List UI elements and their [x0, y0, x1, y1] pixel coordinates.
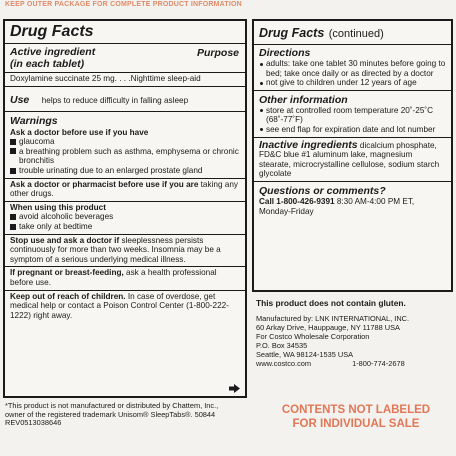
active-ingredient-row: Doxylamine succinate 25 mg. . . .Nighttime sleep-aid	[10, 74, 201, 83]
when-using-heading: When using this product	[10, 202, 106, 212]
trademark-footnote: *This product is not manufactured or distributed by Chattem, Inc., owner of the registered trademark Unisom® SleepTabs®. 50844 REV0513038646	[5, 401, 219, 428]
use-text: helps to reduce difficulty in falling asleep	[41, 95, 189, 105]
questions-header: Questions or comments?	[259, 184, 386, 197]
continued-label: (continued)	[328, 28, 384, 40]
other-info-item: store at controlled room temperature 20˚-25˚C (68˚-77˚F)	[259, 106, 446, 125]
warnings-header: Warnings	[10, 114, 58, 127]
drug-facts-continued-title: Drug Facts	[259, 26, 325, 40]
other-info-item: see end flap for expiration date and lot number	[259, 125, 446, 135]
purpose-header: Purpose	[196, 47, 239, 59]
stop-use-text: sleeplessness persists continuously for more than two weeks. Insomnia may be a symptom of a serious underlying medical illness.	[10, 235, 221, 264]
bullet-dot-icon	[260, 109, 263, 112]
inactive-ingredients-text: dicalcium phosphate, FD&C blue #1 aluminum lake, magnesium stearate, microcrystalline cellulose, sodium starch glycolate	[259, 140, 440, 179]
not-labeled-notice: CONTENTS NOT LABELED FOR INDIVIDUAL SALE	[281, 404, 431, 430]
stop-use-heading: Stop use and ask a doctor if	[10, 235, 120, 245]
keep-out-text: In case of overdose, get medical help or contact a Poison Control Center (1-800-222-1222) right away.	[10, 291, 229, 320]
drug-facts-title: Drug Facts	[10, 23, 94, 40]
bullet-square-icon	[10, 224, 16, 230]
call-number: Call 1-800-426-9391	[259, 196, 335, 206]
bullet-dot-icon	[260, 82, 263, 85]
bullet-square-icon	[10, 168, 16, 174]
when-using-item: avoid alcoholic beverages	[10, 212, 240, 222]
ask-pharmacist-text: taking any other drugs.	[10, 179, 238, 199]
keep-out-heading: Keep out of reach of children.	[10, 291, 126, 301]
bullet-square-icon	[10, 214, 16, 220]
pregnancy-text: ask a health professional before use.	[10, 268, 217, 287]
bullet-dot-icon	[260, 128, 263, 131]
package-banner: KEEP OUTER PACKAGE FOR COMPLETE PRODUCT INFORMATION	[5, 1, 242, 8]
other-information-header: Other information	[259, 93, 348, 106]
pregnancy-heading: If pregnant or breast-feeding,	[10, 268, 124, 278]
manufacturer-info	[256, 314, 456, 368]
when-using-item: take only at bedtime	[10, 222, 240, 232]
condition-item: a breathing problem such as asthma, emphysema or chronic bronchitis	[10, 147, 240, 166]
continue-arrow-icon	[229, 384, 240, 393]
bullet-square-icon	[10, 148, 16, 154]
manufacturer-line: Seattle, WA 98124-1535 USA	[256, 350, 354, 359]
manufacturer-line: P.O. Box 34535	[256, 341, 308, 350]
manufacturer-line: Manufactured by: LNK INTERNATIONAL, INC.	[256, 314, 410, 323]
condition-item: trouble urinating due to an enlarged prostate gland	[10, 166, 240, 176]
manufacturer-line: www.costco.com 1-800-774-2678	[256, 359, 405, 368]
ask-pharmacist-heading: Ask a doctor or pharmacist before use if you are	[10, 179, 199, 189]
active-ingredient-header: Active ingredient (in each tablet)	[10, 46, 96, 70]
direction-item: adults: take one tablet 30 minutes before going to bed; take once daily or as directed by a doctor	[259, 59, 446, 78]
drug-facts-right-panel	[252, 19, 453, 292]
ask-doctor-heading: Ask a doctor before use if you have	[10, 127, 149, 137]
drug-facts-left-panel	[3, 19, 247, 398]
gluten-statement: This product does not contain gluten.	[256, 298, 406, 308]
use-header: Use	[10, 93, 30, 106]
manufacturer-line: For Costco Wholesale Corporation	[256, 332, 370, 341]
bullet-dot-icon	[260, 63, 263, 66]
bullet-square-icon	[10, 139, 16, 145]
condition-item: glaucoma	[10, 137, 240, 147]
manufacturer-line: 60 Arkay Drive, Hauppauge, NY 11788 USA	[256, 323, 400, 332]
directions-header: Directions	[259, 47, 311, 59]
direction-item: not give to children under 12 years of age	[259, 78, 446, 88]
call-hours: 8:30 AM-4:00 PM ET, Monday-Friday	[259, 196, 415, 216]
inactive-ingredients-header: Inactive ingredients	[259, 138, 358, 151]
